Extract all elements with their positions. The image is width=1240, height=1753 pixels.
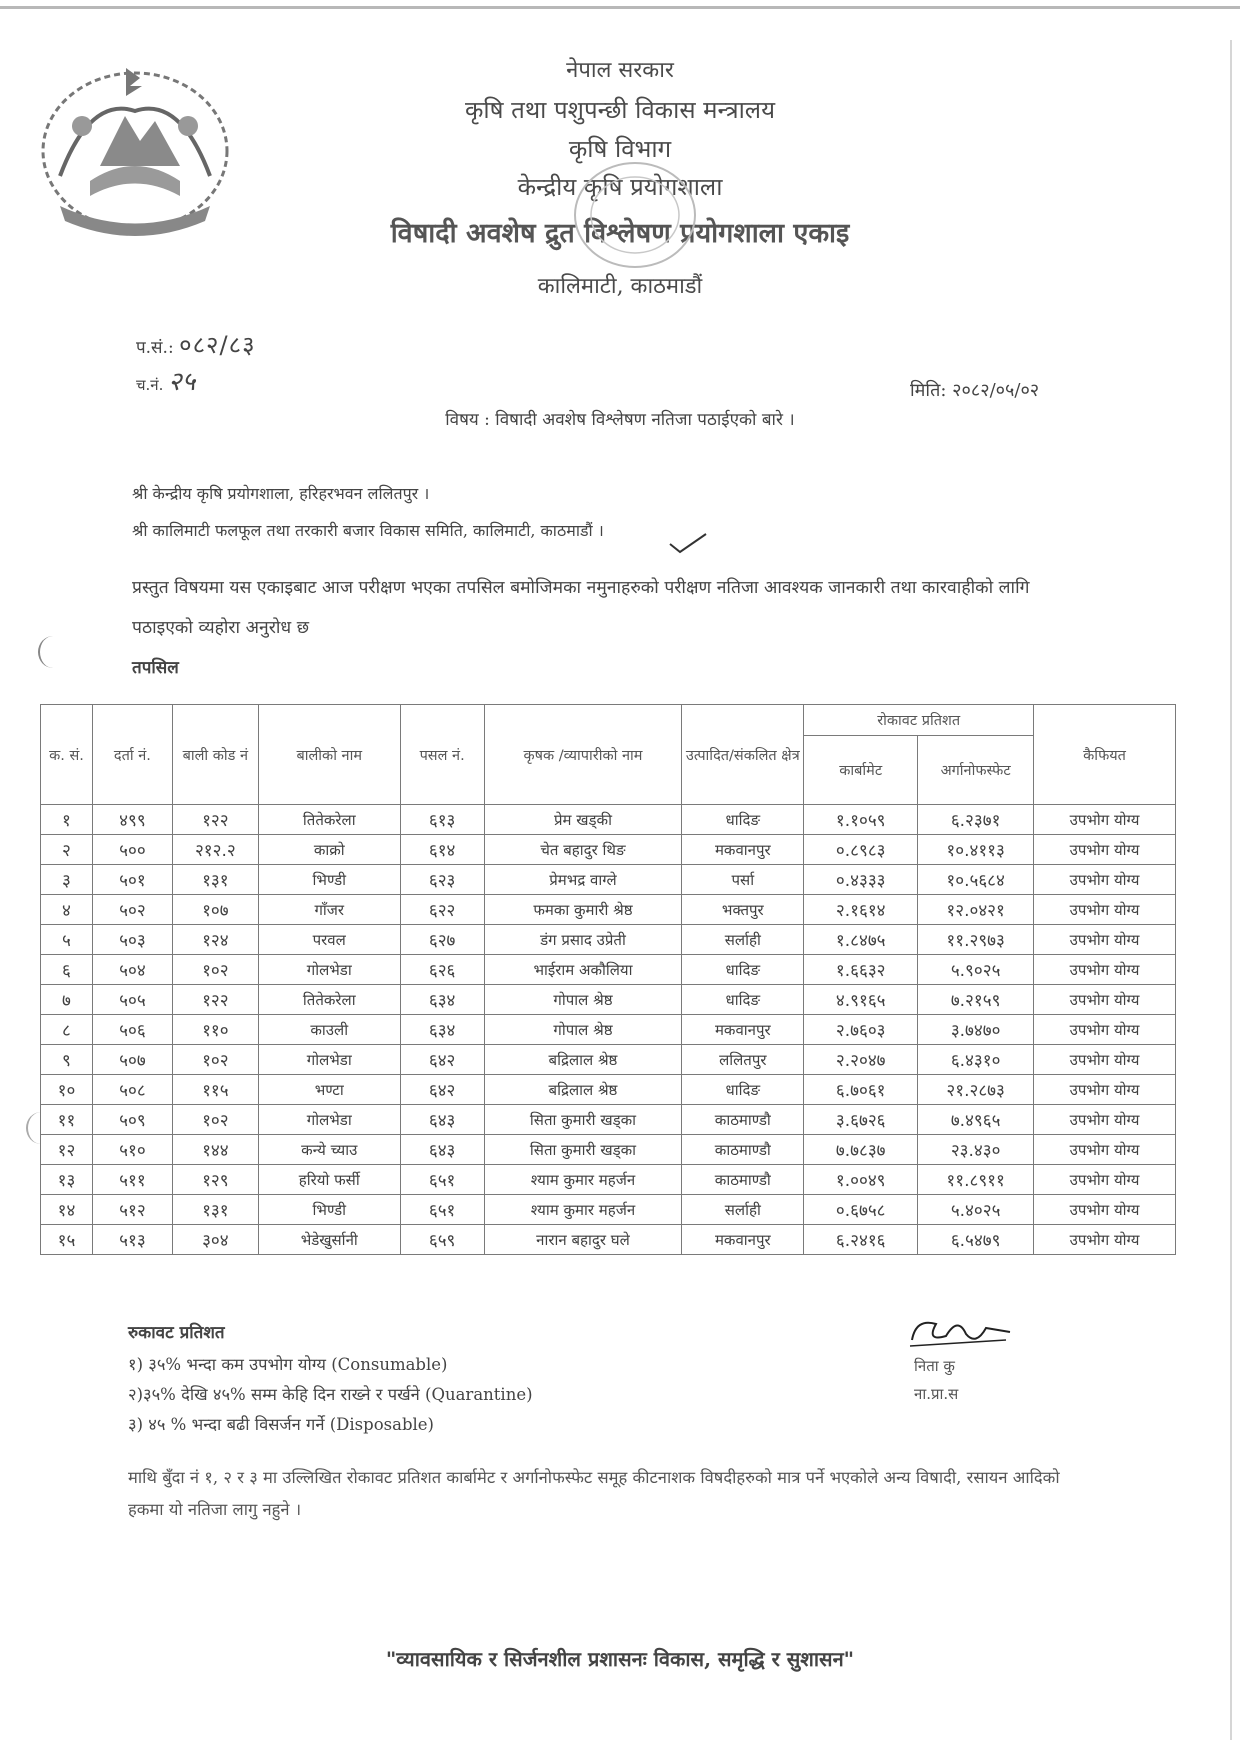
header-reg-no: दर्ता नं.: [92, 705, 172, 805]
cell-origin: मकवानपुर: [682, 1225, 804, 1255]
date-value: २०८२/०५/०२: [952, 380, 1040, 401]
cell-farmer: भाईराम अकौलिया: [484, 955, 682, 985]
cell-remarks: उपभोग योग्य: [1034, 1015, 1176, 1045]
header-origin: उत्पादित/संकलित क्षेत्र: [682, 705, 804, 805]
cell-organophosphate: ६.४३१०: [918, 1045, 1034, 1075]
cell-farmer: गोपाल श्रेष्ठ: [484, 1015, 682, 1045]
cell-crop-name: तितेकरेला: [258, 805, 400, 835]
cell-origin: काठमाण्डौ: [682, 1165, 804, 1195]
cell-crop-name: गोलभेडा: [258, 1105, 400, 1135]
cell-carbamate: ०.४३३३: [804, 865, 918, 895]
letter-number-label: प.सं.:: [136, 338, 174, 358]
date-label: मिति:: [910, 380, 947, 401]
cell-organophosphate: २३.४३०: [918, 1135, 1034, 1165]
addressee-2: श्री कालिमाटी फलफूल तथा तरकारी बजार विकास समिति, कालिमाटी, काठमाडौं ।: [132, 521, 604, 540]
cell-origin: धादिङ: [682, 985, 804, 1015]
cell-sn: १४: [41, 1195, 93, 1225]
cell-carbamate: ७.७८३७: [804, 1135, 918, 1165]
cell-farmer: चेत बहादुर थिङ: [484, 835, 682, 865]
cell-carbamate: ४.९१६५: [804, 985, 918, 1015]
table-row: [41, 925, 1176, 955]
office-stamp-icon: [560, 150, 710, 280]
cell-remarks: उपभोग योग्य: [1034, 895, 1176, 925]
cell-stall-no: ६५९: [400, 1225, 484, 1255]
header-inhibition: रोकावट प्रतिशत: [804, 705, 1034, 736]
cell-stall-no: ६२७: [400, 925, 484, 955]
legend-item-consumable: १) ३५% भन्दा कम उपभोग योग्य (Consumable): [128, 1355, 448, 1374]
table-row: [41, 805, 1176, 835]
cell-carbamate: २.२०४७: [804, 1045, 918, 1075]
cell-carbamate: १.००४९: [804, 1165, 918, 1195]
cell-remarks: उपभोग योग्य: [1034, 955, 1176, 985]
cell-remarks: उपभोग योग्य: [1034, 925, 1176, 955]
cell-organophosphate: ५.४०२५: [918, 1195, 1034, 1225]
signatory-name: निता कु: [914, 1357, 955, 1375]
cell-crop-name: गोलभेडा: [258, 955, 400, 985]
cell-stall-no: ६२२: [400, 895, 484, 925]
cell-organophosphate: १०.४११३: [918, 835, 1034, 865]
cell-stall-no: ६२६: [400, 955, 484, 985]
table-row: [41, 955, 1176, 985]
cell-reg-no: ५००: [92, 835, 172, 865]
cell-farmer: डंग प्रसाद उप्रेती: [484, 925, 682, 955]
cell-reg-no: ५१३: [92, 1225, 172, 1255]
header-farmer: कृषक /व्यापारीको नाम: [484, 705, 682, 805]
cell-organophosphate: ७.२१५९: [918, 985, 1034, 1015]
table-row: [41, 1195, 1176, 1225]
table-row: [41, 1015, 1176, 1045]
cell-remarks: उपभोग योग्य: [1034, 1195, 1176, 1225]
cell-organophosphate: ११.२९७३: [918, 925, 1034, 955]
table-row: [41, 1165, 1176, 1195]
cell-organophosphate: १०.५६८४: [918, 865, 1034, 895]
cell-crop-name: भिण्डी: [258, 1195, 400, 1225]
cell-remarks: उपभोग योग्य: [1034, 1075, 1176, 1105]
cell-sn: ११: [41, 1105, 93, 1135]
table-row: [41, 895, 1176, 925]
cell-origin: भक्तपुर: [682, 895, 804, 925]
cell-crop-name: काउली: [258, 1015, 400, 1045]
header-crop-name: बालीको नाम: [258, 705, 400, 805]
table-row: [41, 835, 1176, 865]
table-row: [41, 1045, 1176, 1075]
cell-farmer: बद्रिलाल श्रेष्ठ: [484, 1045, 682, 1075]
cell-reg-no: ५०९: [92, 1105, 172, 1135]
cell-stall-no: ६४२: [400, 1075, 484, 1105]
cell-remarks: उपभोग योग्य: [1034, 1105, 1176, 1135]
dispatch-number-value: २५: [168, 367, 196, 397]
cell-sn: ४: [41, 895, 93, 925]
cell-crop-code: १३१: [172, 865, 258, 895]
cell-sn: १२: [41, 1135, 93, 1165]
cell-crop-name: भिण्डी: [258, 865, 400, 895]
cell-reg-no: ५०४: [92, 955, 172, 985]
cell-carbamate: ०.८९८३: [804, 835, 918, 865]
cell-stall-no: ६३४: [400, 1015, 484, 1045]
unit-name: विषादी अवशेष द्रुत विश्लेषण प्रयोगशाला एकाइ: [390, 218, 850, 249]
cell-reg-no: ५१२: [92, 1195, 172, 1225]
cell-crop-code: १०२: [172, 955, 258, 985]
cell-stall-no: ६४२: [400, 1045, 484, 1075]
cell-remarks: उपभोग योग्य: [1034, 985, 1176, 1015]
cell-reg-no: ५१०: [92, 1135, 172, 1165]
top-edge-rule: [0, 6, 1240, 9]
details-heading: तपसिल: [132, 658, 179, 678]
cell-sn: ९: [41, 1045, 93, 1075]
cell-origin: पर्सा: [682, 865, 804, 895]
cell-stall-no: ६४३: [400, 1105, 484, 1135]
cell-organophosphate: ३.७४७०: [918, 1015, 1034, 1045]
header-sn: क. सं.: [41, 705, 93, 805]
cell-reg-no: ५०५: [92, 985, 172, 1015]
legend-title: रुकावट प्रतिशत: [128, 1323, 225, 1343]
cell-stall-no: ६५१: [400, 1195, 484, 1225]
table-row: [41, 985, 1176, 1015]
cell-carbamate: २.१६१४: [804, 895, 918, 925]
cell-crop-code: १२२: [172, 805, 258, 835]
cell-origin: काठमाण्डौ: [682, 1135, 804, 1165]
cell-reg-no: ५०२: [92, 895, 172, 925]
cell-crop-code: २१२.२: [172, 835, 258, 865]
cell-reg-no: ५११: [92, 1165, 172, 1195]
cell-stall-no: ६३४: [400, 985, 484, 1015]
cell-farmer: श्याम कुमार महर्जन: [484, 1165, 682, 1195]
cell-origin: मकवानपुर: [682, 1015, 804, 1045]
cell-farmer: सिता कुमारी खड्का: [484, 1105, 682, 1135]
cell-crop-name: काक्रो: [258, 835, 400, 865]
cell-organophosphate: ११.८९११: [918, 1165, 1034, 1195]
right-edge-rule: [1230, 40, 1232, 1740]
cell-farmer: श्याम कुमार महर्जन: [484, 1195, 682, 1225]
cell-stall-no: ६१३: [400, 805, 484, 835]
cell-farmer: फमका कुमारी श्रेष्ठ: [484, 895, 682, 925]
header-organophosphate: अर्गानोफस्फेट: [918, 736, 1034, 805]
cell-organophosphate: ६.२३७१: [918, 805, 1034, 835]
header-crop-code: बाली कोड नं: [172, 705, 258, 805]
cell-sn: ८: [41, 1015, 93, 1045]
table-row: [41, 1105, 1176, 1135]
cell-reg-no: ५०८: [92, 1075, 172, 1105]
cell-farmer: गोपाल श्रेष्ठ: [484, 985, 682, 1015]
cell-crop-code: ३०४: [172, 1225, 258, 1255]
laboratory-name: केन्द्रीय कृषि प्रयोगशाला: [517, 173, 723, 201]
tick-mark-icon: [668, 530, 708, 554]
cell-sn: ५: [41, 925, 93, 955]
table-row: [41, 1225, 1176, 1255]
cell-farmer: नारान बहादुर घले: [484, 1225, 682, 1255]
cell-carbamate: १.१०५९: [804, 805, 918, 835]
legend-item-disposable: ३) ४५ % भन्दा बढी विसर्जन गर्ने (Disposable): [128, 1415, 434, 1434]
cell-sn: १३: [41, 1165, 93, 1195]
letter-number: [136, 328, 256, 361]
residue-results-table: [40, 704, 1176, 1255]
cell-crop-code: १०२: [172, 1045, 258, 1075]
signature-icon: [906, 1310, 1016, 1354]
cell-sn: १०: [41, 1075, 93, 1105]
cell-crop-name: तितेकरेला: [258, 985, 400, 1015]
cell-stall-no: ६१४: [400, 835, 484, 865]
cell-organophosphate: १२.०४२१: [918, 895, 1034, 925]
letter-subject: विषय : विषादी अवशेष विश्लेषण नतिजा पठाईएको बारे ।: [445, 410, 795, 430]
cell-remarks: उपभोग योग्य: [1034, 1225, 1176, 1255]
cell-crop-name: कन्ये च्याउ: [258, 1135, 400, 1165]
cell-remarks: उपभोग योग्य: [1034, 865, 1176, 895]
cell-carbamate: ६.७०६१: [804, 1075, 918, 1105]
cell-stall-no: ६५१: [400, 1165, 484, 1195]
letter-date: [910, 378, 1039, 402]
legend-item-quarantine: २)३५% देखि ४५% सम्म केहि दिन राख्ने र पर्खने (Quarantine): [128, 1385, 533, 1404]
cell-remarks: उपभोग योग्य: [1034, 1165, 1176, 1195]
cell-reg-no: ५०१: [92, 865, 172, 895]
cell-farmer: सिता कुमारी खड्का: [484, 1135, 682, 1165]
letter-number-value: ०८२/८३: [179, 331, 256, 359]
cell-farmer: प्रेमभद्र वाग्ले: [484, 865, 682, 895]
addressee-1: श्री केन्द्रीय कृषि प्रयोगशाला, हरिहरभवन ललितपुर ।: [132, 484, 430, 503]
cell-remarks: उपभोग योग्य: [1034, 1045, 1176, 1075]
cell-crop-code: १३१: [172, 1195, 258, 1225]
dispatch-number: [136, 362, 195, 398]
cell-stall-no: ६२३: [400, 865, 484, 895]
cell-crop-code: ११०: [172, 1015, 258, 1045]
cell-crop-name: भेडेखुर्सानी: [258, 1225, 400, 1255]
cell-origin: सर्लाही: [682, 1195, 804, 1225]
cell-carbamate: ३.६७२६: [804, 1105, 918, 1135]
cell-sn: ७: [41, 985, 93, 1015]
government-name: नेपाल सरकार: [566, 58, 674, 83]
cell-crop-name: परवल: [258, 925, 400, 955]
header-remarks: कैफियत: [1034, 705, 1176, 805]
cell-carbamate: २.७६०३: [804, 1015, 918, 1045]
cell-sn: ३: [41, 865, 93, 895]
body-paragraph: प्रस्तुत विषयमा यस एकाइबाट आज परीक्षण भएका तपसिल बमोजिमका नमुनाहरुको परीक्षण नतिजा आवश्यक जानकारी तथा कारवाहीको लागि पठाइएको व्यहोरा अनुरोध छ: [132, 578, 1030, 638]
department-name: कृषि विभाग: [568, 135, 672, 163]
cell-crop-code: ११५: [172, 1075, 258, 1105]
signatory-title: ना.प्रा.स: [914, 1385, 959, 1403]
cell-carbamate: १.६६३२: [804, 955, 918, 985]
cell-origin: काठमाण्डौ: [682, 1105, 804, 1135]
cell-carbamate: ०.६७५८: [804, 1195, 918, 1225]
cell-origin: धादिङ: [682, 805, 804, 835]
cell-origin: सर्लाही: [682, 925, 804, 955]
cell-origin: धादिङ: [682, 955, 804, 985]
applicability-note: माथि बुँदा नं १, २ र ३ मा उल्लिखित रोकावट प्रतिशत कार्बामेट र अर्गानोफस्फेट समूह कीटनाशक विषदीहरुको मात्र पर्ने भएकोले अन्य विषादी, रसायन आदिको हकमा यो नतिजा लागु नहुने ।: [128, 1468, 1060, 1519]
header-carbamate: कार्बामेट: [804, 736, 918, 805]
hole-punch-mark: [38, 636, 68, 668]
cell-sn: ६: [41, 955, 93, 985]
cell-crop-code: १२४: [172, 925, 258, 955]
cell-crop-name: हरियो फर्सी: [258, 1165, 400, 1195]
cell-organophosphate: ५.९०२५: [918, 955, 1034, 985]
cell-reg-no: ४९९: [92, 805, 172, 835]
cell-crop-name: गाँजर: [258, 895, 400, 925]
cell-carbamate: १.८४७५: [804, 925, 918, 955]
cell-reg-no: ५०७: [92, 1045, 172, 1075]
cell-organophosphate: २१.२८७३: [918, 1075, 1034, 1105]
cell-remarks: उपभोग योग्य: [1034, 805, 1176, 835]
cell-organophosphate: ६.५४७९: [918, 1225, 1034, 1255]
cell-sn: २: [41, 835, 93, 865]
office-location: कालिमाटी, काठमाडौं: [537, 274, 703, 299]
cell-crop-name: भण्टा: [258, 1075, 400, 1105]
cell-organophosphate: ७.४९६५: [918, 1105, 1034, 1135]
nepal-emblem-icon: [30, 56, 240, 236]
cell-origin: मकवानपुर: [682, 835, 804, 865]
table-row: [41, 865, 1176, 895]
cell-farmer: प्रेम खड्की: [484, 805, 682, 835]
table-row: [41, 1075, 1176, 1105]
cell-crop-code: १२९: [172, 1165, 258, 1195]
cell-reg-no: ५०३: [92, 925, 172, 955]
dispatch-number-label: च.नं.: [136, 376, 164, 394]
cell-crop-name: गोलभेडा: [258, 1045, 400, 1075]
cell-carbamate: ६.२४१६: [804, 1225, 918, 1255]
cell-crop-code: १०२: [172, 1105, 258, 1135]
cell-reg-no: ५०६: [92, 1015, 172, 1045]
cell-crop-code: १२२: [172, 985, 258, 1015]
cell-origin: धादिङ: [682, 1075, 804, 1105]
cell-remarks: उपभोग योग्य: [1034, 835, 1176, 865]
cell-origin: ललितपुर: [682, 1045, 804, 1075]
cell-sn: १: [41, 805, 93, 835]
footer-motto: "व्यावसायिक र सिर्जनशील प्रशासनः विकास, समृद्धि र सुशासन": [385, 1647, 855, 1671]
cell-farmer: बद्रिलाल श्रेष्ठ: [484, 1075, 682, 1105]
cell-stall-no: ६४३: [400, 1135, 484, 1165]
cell-crop-code: १४४: [172, 1135, 258, 1165]
cell-remarks: उपभोग योग्य: [1034, 1135, 1176, 1165]
header-stall-no: पसल नं.: [400, 705, 484, 805]
cell-crop-code: १०७: [172, 895, 258, 925]
ministry-name: कृषि तथा पशुपन्छी विकास मन्त्रालय: [465, 96, 775, 124]
table-row: [41, 1135, 1176, 1165]
cell-sn: १५: [41, 1225, 93, 1255]
